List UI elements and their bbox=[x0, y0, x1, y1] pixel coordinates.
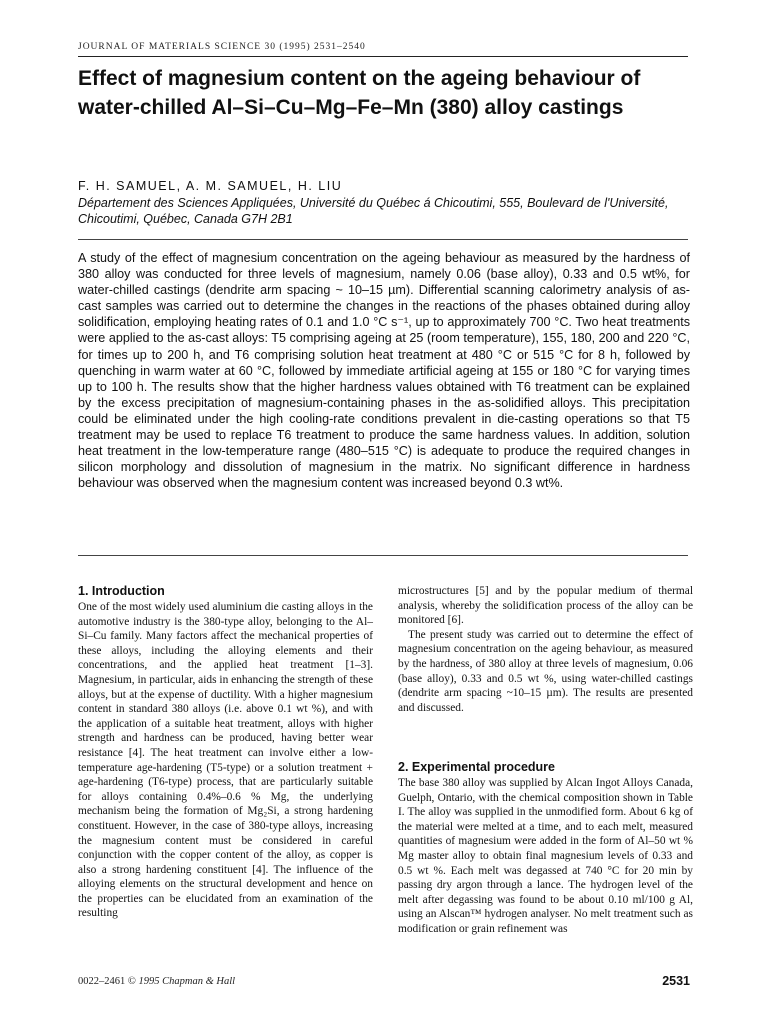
introduction-paragraph-2: The present study was carried out to determine the effect of magnesium concentration on the ageing behaviour, as measured by the hardness, of 380 alloy at three levels of magnesium, 0.06 (base alloy), 0.33 and 0.5 wt %, using water-chilled castings (dendrite arm spacing ~10–15 µm). The results are presented and discussed. bbox=[398, 628, 693, 714]
copyright-line bbox=[78, 976, 235, 987]
introduction-paragraph-1-continued: microstructures [5] and by the popular medium of thermal analysis, whereby the solidification process of the alloy can be monitored [6]. bbox=[398, 585, 693, 627]
section-heading-introduction: 1. Introduction bbox=[78, 584, 165, 598]
body-column-left bbox=[78, 584, 373, 921]
publisher-name: 1995 Chapman & Hall bbox=[138, 976, 236, 987]
page-number: 2531 bbox=[662, 974, 690, 988]
author-affiliation: Département des Sciences Appliquées, Université du Québec á Chicoutimi, 555, Boulevard de l'Université, Chicoutimi, Québec, Canada G7H 2B1 bbox=[78, 196, 669, 226]
abstract: A study of the effect of magnesium concentration on the ageing behaviour as measured by the hardness of 380 alloy was conducted for three levels of magnesium, namely 0.06 (base alloy), 0.33 and 0.5 wt%, for water-chilled castings (dendrite arm spacing ~ 10–15 µm). Differential scanning calorimetry analysis of as-cast samples was carried out to determine the changes in the reactions of the phases obtained during alloy solidification, employing heating rates of 0.1 and 1.0 °C s⁻¹, up to approximately 700 °C. Two heat treatments were applied to the as-cast alloys: T5 comprising ageing at 25 (room temperature), 155, 180, 200 and 220 °C, for times up to 200 h, and T6 comprising solution heat treatment at 480 °C or 515 °C for 8 h, followed by quenching in warm water at 60 °C, followed by immediate artificial ageing at 155 or 180 °C for varying times up to 100 h. The results show that the higher hardness values obtained with T6 treatment can be explained by the excess precipitation of magnesium-containing phases in the as-solidified alloys. This precipitation could be eliminated under the high cooling-rate conditions prevalent in die-casting operations so that T5 treatment may be used to replace T6 treatment to produce the same hardness values. In addition, solution heat treatment in the low-temperature range (480–515 °C) is adequate to produce the required changes in silicon morphology and dissolution of magnesium in the matrix. No significant difference in hardness behaviour was observed when the magnesium content was increased beyond 0.3 wt%. bbox=[78, 251, 690, 491]
body-column-right-top bbox=[398, 584, 693, 715]
introduction-paragraph-1: One of the most widely used aluminium die casting alloys in the automotive industry is the 380-type alloy, belonging to the Al–Si–Cu family. Many factors affect the mechanical properties of these alloys, including the alloying elements and their concentrations, and the applied heat treatment [1–3]. Magnesium, in particular, aids in enhancing the strength of these alloys, but at the expense of ductility. With a higher magnesium content in standard 380 alloys (i.e. above 0.1 wt %), and with the application of a suitable heat treatment, alloys with higher strength and hardness can be produced, having better wear resistance [4]. The heat treatment can involve either a low-temperature age-hardening (T5-type) or a solution treatment + age-hardening (T6-type) process, that are particularly suitable for alloys containing 0.4%–0.6 % Mg, the underlying mechanism being the formation of Mg₂Si, a strong hardening constituent. However, in the case of 380-type alloys, increasing the magnesium content must be considered in careful conjunction with the copper content of the alloy, as copper is also a strong hardening constituent [4]. The influence of the alloying elements on the structural development and hence on the properties can be elucidated from an examination of the resulting bbox=[78, 601, 373, 920]
section-heading-experimental: 2. Experimental procedure bbox=[398, 760, 556, 774]
experimental-paragraph-1: The base 380 alloy was supplied by Alcan Ingot Alloys Canada, Guelph, Ontario, with the chemical composition shown in Table I. The alloy was supplied in the unmodified form. About 6 kg of the material were melted at a time, and to each melt, measured quantities of magnesium were added in the form of Al–50 wt % Mg master alloy to obtain final magnesium levels of 0.33 and 0.5 wt %. Each melt was degassed at 740 °C for 20 min by passing dry argon through a lance. The hydrogen level of the melt after degassing was found to be about 0.10 ml/100 g Al, using an Alscan™ hydrogen analyser. No melt treatment such as modification or grain refinement was bbox=[398, 777, 693, 935]
author-list: F. H. SAMUEL, A. M. SAMUEL, H. LIU bbox=[78, 179, 343, 193]
header-rule bbox=[78, 56, 688, 57]
journal-header: JOURNAL OF MATERIALS SCIENCE 30 (1995) 2531–2540 bbox=[78, 42, 366, 52]
body-column-right-bottom bbox=[398, 760, 693, 937]
abstract-top-rule bbox=[78, 239, 688, 240]
abstract-bottom-rule bbox=[78, 555, 688, 556]
article-title: Effect of magnesium content on the ageing behaviour of water-chilled Al–Si–Cu–Mg–Fe–Mn (380) alloy castings bbox=[78, 67, 641, 119]
issn-code: 0022–2461 © bbox=[78, 976, 139, 987]
